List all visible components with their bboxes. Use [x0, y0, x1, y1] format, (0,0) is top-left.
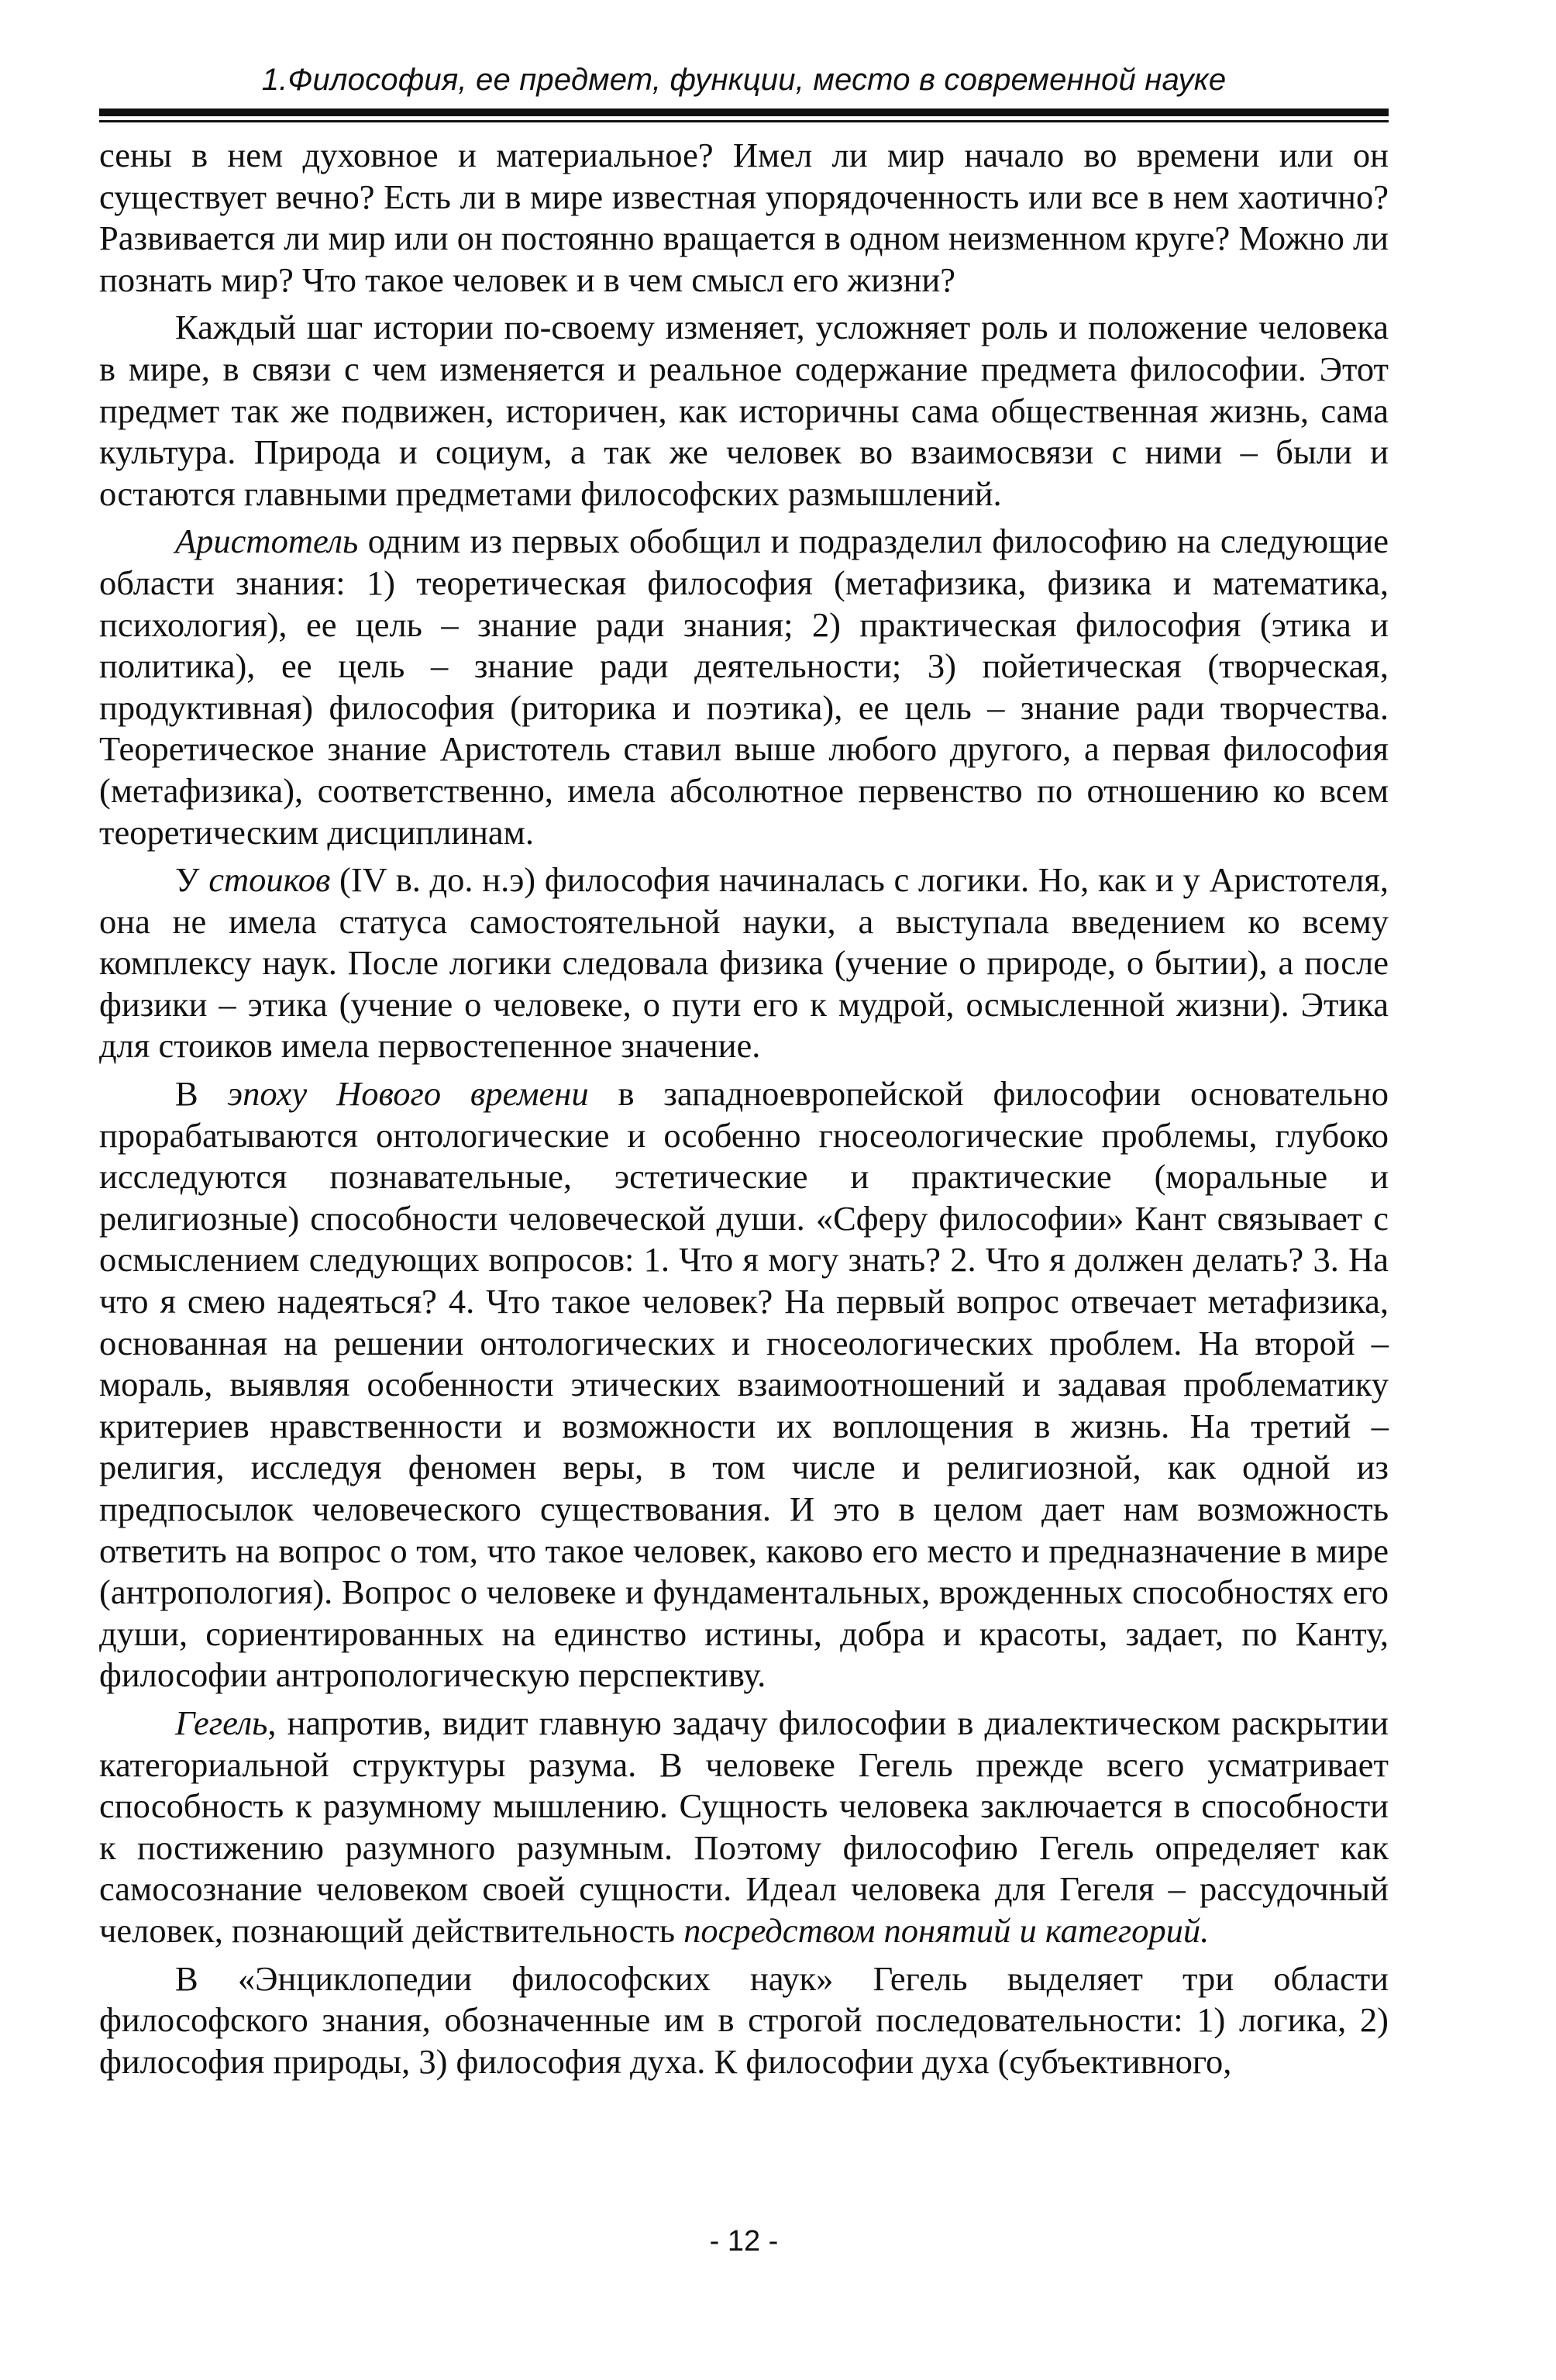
paragraph-prefix: У	[175, 860, 209, 900]
paragraph-text: , напротив, видит главную задачу философии в диалектическом раскрытии категориальной структуры разума. В человеке Гегель прежде всего усматривает способность к разумному мышлению. Сущность человека заключается в способности к постижению разумного разумным. Поэтому философию Гегель определяет как самосознание человеком своей сущности. Идеал человека для Гегеля – рассудочный человек, познающий действительность	[99, 1703, 1389, 1950]
paragraph-aristotle	[99, 521, 1389, 853]
paragraph-prefix: В	[175, 1074, 228, 1114]
page-number: - 12 -	[709, 2225, 779, 2258]
book-page	[99, 0, 1389, 2380]
paragraph-stoics	[99, 859, 1389, 1067]
paragraph-text: В «Энциклопедии философских наук» Гегель выделяет три области философского знания, обозначенные им в строгой последовательности: 1) логика, 2) философия природы, 3) философия духа. К философии духа (субъективного,	[99, 1958, 1389, 2081]
paragraph-text: (IV в. до. н.э) философия начиналась с логики. Но, как и у Аристотеля, она не имела статуса самостоятельной науки, а выступала введением ко всему комплексу наук. После логики следовала физика (учение о природе, о бытии), а после физики – этика (учение о человеке, о пути его к мудрой, осмысленной жизни). Этика для стоиков имела первостепенное значение.	[99, 860, 1389, 1066]
paragraph-continuation	[99, 135, 1389, 301]
emphasis-stoics: стоиков	[208, 860, 331, 900]
paragraph-text: Каждый шаг истории по-своему изменяет, усложняет роль и положение человека в мире, в связи с чем изменяется и реальное содержание предмета философии. Этот предмет так же подвижен, историчен, как историчны сама общественная жизнь, сама культура. Природа и социум, а так же человек во взаимосвязи с ними – были и остаются главными предметами философских размышлений.	[99, 308, 1389, 513]
emphasis-hegel: Гегель	[175, 1703, 268, 1742]
emphasis-modern-era: эпоху Нового времени	[227, 1074, 589, 1114]
paragraph-text: в западноевропейской философии основательно прорабатываются онтологические и особенно гносеологические проблемы, глубоко исследуются познавательные, эстетические и практические (моральные и религиозные) способности человеческой души. «Сферу философии» Кант связывает с осмыслением следующих вопросов: 1. Что я могу знать? 2. Что я должен делать? 3. На что я смею надеяться? 4. Что такое человек? На первый вопрос отвечает метафизика, основанная на решении онтологических и гносеологических проблем. На второй – мораль, выявляя особенности этических взаимоотношений и задавая проблематику критериев нравственности и возможности их воплощения в жизнь. На третий – религия, исследуя феномен веры, в том числе и религиозной, как одной из предпосылок человеческого существования. И это в целом дает нам возможность ответить на вопрос о том, что такое человек, каково его место и предназначение в мире (антропология). Вопрос о человеке и фундаментальных, врожденных способностях его души, сориентированных на единство истины, добра и красоты, задает, по Канту, философии антропологическую перспективу.	[99, 1074, 1389, 1695]
running-title: 1.Философия, ее предмет, функции, место в современной науке	[261, 63, 1227, 97]
paragraph-text: сены в нем духовное и материальное? Имел ли мир начало во времени или он существует вечно? Есть ли в мире известная упорядоченность или все в нем хаотично? Развивается ли мир или он постоянно вращается в одном неизменном круге? Можно ли познать мир? Что такое человек и в чем смысл его жизни?	[99, 136, 1389, 299]
paragraph-hegel	[99, 1703, 1389, 1952]
body-text	[99, 135, 1389, 2082]
paragraph-modern-era	[99, 1073, 1389, 1696]
paragraph	[99, 307, 1389, 515]
paragraph-text: одним из первых обобщил и подразделил философию на следующие области знания: 1) теоретическая философия (метафизика, физика и математика, психология), ее цель – знание ради знания; 2) практическая философия (этика и политика), ее цель – знание ради деятельности; 3) пойетическая (творческая, продуктивная) философия (риторика и поэтика), ее цель – знание ради творчества. Теоретическое знание Аристотель ставил выше любого другого, а первая философия (метафизика), соответственно, имела абсолютное первенство по отношению ко всем теоретическим дисциплинам.	[99, 522, 1389, 852]
emphasis-concepts: посредством понятий и категорий.	[683, 1910, 1210, 1950]
header-rule-thin	[99, 120, 1389, 122]
paragraph-encyclopedia	[99, 1958, 1389, 2083]
header-rule-thick	[99, 108, 1389, 116]
emphasis-aristotle: Аристотель	[175, 522, 359, 561]
